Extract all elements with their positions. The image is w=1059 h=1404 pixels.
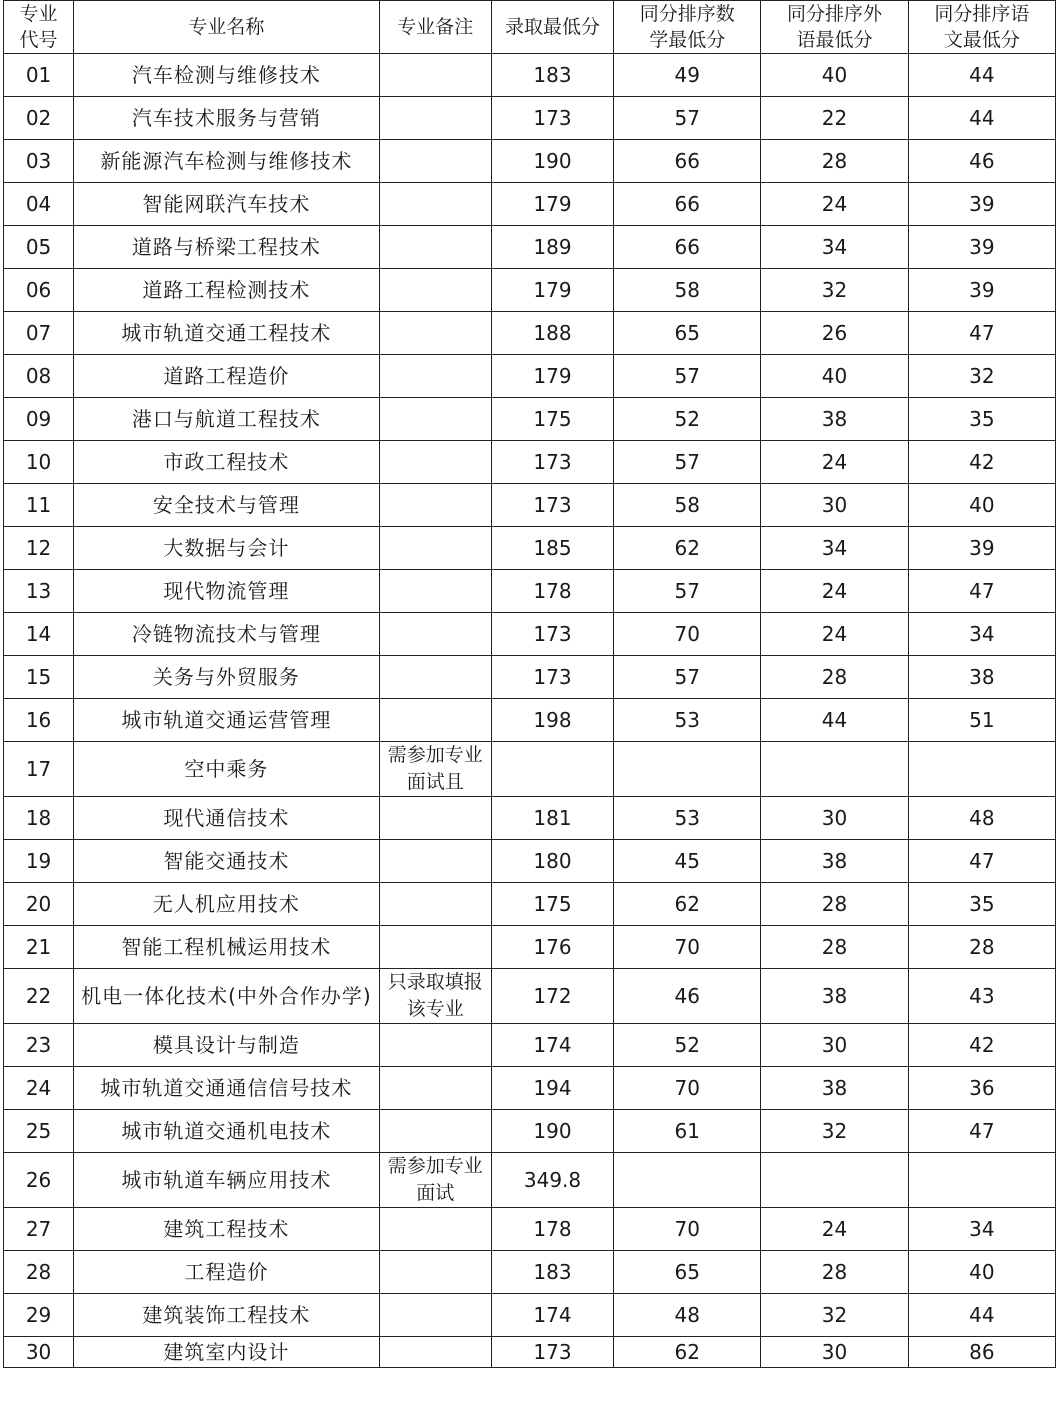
min-score-cell: 190	[491, 140, 613, 183]
note-cell	[379, 484, 491, 527]
min-score-cell: 173	[491, 484, 613, 527]
note-cell	[379, 527, 491, 570]
chinese-min-cell: 44	[908, 97, 1055, 140]
math-min-cell: 58	[614, 269, 761, 312]
min-score-cell: 198	[491, 699, 613, 742]
note-cell	[379, 226, 491, 269]
note-cell	[379, 656, 491, 699]
min-score-cell: 175	[491, 883, 613, 926]
chinese-min-cell: 46	[908, 140, 1055, 183]
note-cell	[379, 97, 491, 140]
chinese-min-cell: 39	[908, 527, 1055, 570]
table-row	[4, 355, 1056, 398]
major-name-cell: 汽车检测与维修技术	[74, 54, 380, 97]
math-min-cell	[614, 742, 761, 797]
note-cell	[379, 883, 491, 926]
english-min-cell: 26	[761, 312, 908, 355]
major-name-cell: 城市轨道交通工程技术	[74, 312, 380, 355]
code-cell: 20	[4, 883, 74, 926]
table-row	[4, 840, 1056, 883]
math-min-cell: 52	[614, 398, 761, 441]
code-cell: 22	[4, 969, 74, 1024]
min-score-cell: 183	[491, 1251, 613, 1294]
english-min-cell	[761, 742, 908, 797]
header-chinese-min: 同分排序语 文最低分	[908, 1, 1055, 54]
note-cell	[379, 441, 491, 484]
chinese-min-cell: 44	[908, 54, 1055, 97]
chinese-min-cell: 36	[908, 1067, 1055, 1110]
chinese-min-cell: 39	[908, 183, 1055, 226]
min-score-cell: 189	[491, 226, 613, 269]
table-row	[4, 226, 1056, 269]
table-row	[4, 484, 1056, 527]
min-score-cell: 173	[491, 97, 613, 140]
chinese-min-cell: 32	[908, 355, 1055, 398]
min-score-cell: 178	[491, 1208, 613, 1251]
chinese-min-cell: 48	[908, 797, 1055, 840]
code-cell: 02	[4, 97, 74, 140]
table-row	[4, 1208, 1056, 1251]
english-min-cell: 28	[761, 883, 908, 926]
header-note: 专业备注	[379, 1, 491, 54]
table-row	[4, 527, 1056, 570]
code-cell: 14	[4, 613, 74, 656]
math-min-cell: 70	[614, 1208, 761, 1251]
chinese-min-cell: 47	[908, 312, 1055, 355]
major-name-cell: 道路工程造价	[74, 355, 380, 398]
english-min-cell: 30	[761, 484, 908, 527]
code-cell: 25	[4, 1110, 74, 1153]
code-cell: 08	[4, 355, 74, 398]
code-cell: 12	[4, 527, 74, 570]
header-english-min: 同分排序外 语最低分	[761, 1, 908, 54]
code-cell: 27	[4, 1208, 74, 1251]
code-cell: 29	[4, 1294, 74, 1337]
major-name-cell: 建筑室内设计	[74, 1337, 380, 1368]
note-cell	[379, 54, 491, 97]
note-cell	[379, 699, 491, 742]
major-name-cell: 城市轨道交通通信信号技术	[74, 1067, 380, 1110]
english-min-cell: 30	[761, 797, 908, 840]
chinese-min-cell: 42	[908, 441, 1055, 484]
min-score-cell	[491, 742, 613, 797]
math-min-cell: 57	[614, 656, 761, 699]
chinese-min-cell: 51	[908, 699, 1055, 742]
code-cell: 04	[4, 183, 74, 226]
code-cell: 21	[4, 926, 74, 969]
math-min-cell: 53	[614, 797, 761, 840]
code-cell: 03	[4, 140, 74, 183]
code-cell: 01	[4, 54, 74, 97]
table-row	[4, 441, 1056, 484]
english-min-cell: 40	[761, 355, 908, 398]
math-min-cell: 62	[614, 1337, 761, 1368]
min-score-cell: 175	[491, 398, 613, 441]
math-min-cell: 66	[614, 183, 761, 226]
code-cell: 30	[4, 1337, 74, 1368]
code-cell: 24	[4, 1067, 74, 1110]
chinese-min-cell: 39	[908, 269, 1055, 312]
major-name-cell: 现代物流管理	[74, 570, 380, 613]
code-cell: 05	[4, 226, 74, 269]
code-cell: 09	[4, 398, 74, 441]
table-row	[4, 969, 1056, 1024]
table-row	[4, 883, 1056, 926]
english-min-cell	[761, 1153, 908, 1208]
table-row	[4, 742, 1056, 797]
english-min-cell: 30	[761, 1024, 908, 1067]
math-min-cell: 57	[614, 441, 761, 484]
english-min-cell: 32	[761, 1294, 908, 1337]
major-name-cell: 安全技术与管理	[74, 484, 380, 527]
chinese-min-cell: 40	[908, 484, 1055, 527]
min-score-cell: 173	[491, 656, 613, 699]
major-name-cell: 现代通信技术	[74, 797, 380, 840]
code-cell: 23	[4, 1024, 74, 1067]
math-min-cell: 57	[614, 355, 761, 398]
major-name-cell: 新能源汽车检测与维修技术	[74, 140, 380, 183]
chinese-min-cell: 47	[908, 1110, 1055, 1153]
note-cell	[379, 1110, 491, 1153]
table-row	[4, 699, 1056, 742]
math-min-cell: 70	[614, 613, 761, 656]
note-cell	[379, 1294, 491, 1337]
table-row	[4, 926, 1056, 969]
code-cell: 28	[4, 1251, 74, 1294]
min-score-cell: 181	[491, 797, 613, 840]
note-cell	[379, 183, 491, 226]
note-cell	[379, 269, 491, 312]
english-min-cell: 24	[761, 613, 908, 656]
min-score-cell: 174	[491, 1294, 613, 1337]
table-row	[4, 312, 1056, 355]
code-cell: 10	[4, 441, 74, 484]
min-score-cell: 179	[491, 355, 613, 398]
english-min-cell: 34	[761, 527, 908, 570]
note-cell	[379, 570, 491, 613]
major-name-cell: 空中乘务	[74, 742, 380, 797]
chinese-min-cell: 28	[908, 926, 1055, 969]
math-min-cell: 66	[614, 226, 761, 269]
chinese-min-cell: 44	[908, 1294, 1055, 1337]
table-row	[4, 183, 1056, 226]
major-name-cell: 无人机应用技术	[74, 883, 380, 926]
note-cell	[379, 1067, 491, 1110]
major-name-cell: 关务与外贸服务	[74, 656, 380, 699]
english-min-cell: 30	[761, 1337, 908, 1368]
min-score-cell: 174	[491, 1024, 613, 1067]
chinese-min-cell: 35	[908, 398, 1055, 441]
table-row	[4, 613, 1056, 656]
major-name-cell: 模具设计与制造	[74, 1024, 380, 1067]
english-min-cell: 28	[761, 926, 908, 969]
min-score-cell: 180	[491, 840, 613, 883]
math-min-cell: 52	[614, 1024, 761, 1067]
header-name: 专业名称	[74, 1, 380, 54]
code-cell: 07	[4, 312, 74, 355]
min-score-cell: 178	[491, 570, 613, 613]
english-min-cell: 38	[761, 398, 908, 441]
min-score-cell: 172	[491, 969, 613, 1024]
chinese-min-cell: 34	[908, 613, 1055, 656]
math-min-cell: 61	[614, 1110, 761, 1153]
table-row	[4, 269, 1056, 312]
min-score-cell: 173	[491, 1337, 613, 1368]
min-score-cell: 194	[491, 1067, 613, 1110]
english-min-cell: 24	[761, 441, 908, 484]
code-cell: 11	[4, 484, 74, 527]
table-row	[4, 570, 1056, 613]
note-cell	[379, 840, 491, 883]
table-row	[4, 1067, 1056, 1110]
chinese-min-cell: 34	[908, 1208, 1055, 1251]
table-row	[4, 1251, 1056, 1294]
major-name-cell: 智能交通技术	[74, 840, 380, 883]
header-math-min: 同分排序数 学最低分	[614, 1, 761, 54]
chinese-min-cell: 47	[908, 570, 1055, 613]
table-row	[4, 656, 1056, 699]
note-cell	[379, 1251, 491, 1294]
code-cell: 17	[4, 742, 74, 797]
math-min-cell: 70	[614, 926, 761, 969]
note-cell	[379, 140, 491, 183]
note-cell	[379, 398, 491, 441]
chinese-min-cell	[908, 742, 1055, 797]
table-row	[4, 797, 1056, 840]
major-name-cell: 建筑工程技术	[74, 1208, 380, 1251]
english-min-cell: 32	[761, 1110, 908, 1153]
math-min-cell: 62	[614, 527, 761, 570]
major-name-cell: 智能工程机械运用技术	[74, 926, 380, 969]
math-min-cell: 65	[614, 1251, 761, 1294]
english-min-cell: 24	[761, 570, 908, 613]
math-min-cell: 70	[614, 1067, 761, 1110]
major-name-cell: 汽车技术服务与营销	[74, 97, 380, 140]
major-name-cell: 港口与航道工程技术	[74, 398, 380, 441]
math-min-cell: 65	[614, 312, 761, 355]
min-score-cell: 179	[491, 269, 613, 312]
table-row	[4, 1110, 1056, 1153]
chinese-min-cell: 47	[908, 840, 1055, 883]
english-min-cell: 44	[761, 699, 908, 742]
math-min-cell: 62	[614, 883, 761, 926]
table-row	[4, 97, 1056, 140]
note-cell	[379, 797, 491, 840]
admission-scores-table	[3, 0, 1056, 1368]
table-row	[4, 1294, 1056, 1337]
chinese-min-cell: 42	[908, 1024, 1055, 1067]
major-name-cell: 城市轨道交通机电技术	[74, 1110, 380, 1153]
min-score-cell: 176	[491, 926, 613, 969]
major-name-cell: 机电一体化技术(中外合作办学)	[74, 969, 380, 1024]
note-cell	[379, 1024, 491, 1067]
chinese-min-cell: 35	[908, 883, 1055, 926]
min-score-cell: 183	[491, 54, 613, 97]
math-min-cell: 46	[614, 969, 761, 1024]
note-cell	[379, 1208, 491, 1251]
note-cell	[379, 613, 491, 656]
major-name-cell: 冷链物流技术与管理	[74, 613, 380, 656]
chinese-min-cell: 43	[908, 969, 1055, 1024]
major-name-cell: 城市轨道车辆应用技术	[74, 1153, 380, 1208]
note-cell: 只录取填报该专业	[379, 969, 491, 1024]
major-name-cell: 道路与桥梁工程技术	[74, 226, 380, 269]
chinese-min-cell: 40	[908, 1251, 1055, 1294]
chinese-min-cell: 39	[908, 226, 1055, 269]
table-row	[4, 54, 1056, 97]
header-min-score: 录取最低分	[491, 1, 613, 54]
english-min-cell: 38	[761, 1067, 908, 1110]
note-cell	[379, 1337, 491, 1368]
min-score-cell: 185	[491, 527, 613, 570]
code-cell: 19	[4, 840, 74, 883]
table-row	[4, 1337, 1056, 1368]
min-score-cell: 179	[491, 183, 613, 226]
chinese-min-cell	[908, 1153, 1055, 1208]
major-name-cell: 智能网联汽车技术	[74, 183, 380, 226]
table-row	[4, 140, 1056, 183]
table-row	[4, 1153, 1056, 1208]
min-score-cell: 173	[491, 441, 613, 484]
note-cell	[379, 312, 491, 355]
english-min-cell: 34	[761, 226, 908, 269]
major-name-cell: 城市轨道交通运营管理	[74, 699, 380, 742]
english-min-cell: 38	[761, 840, 908, 883]
min-score-cell: 188	[491, 312, 613, 355]
major-name-cell: 市政工程技术	[74, 441, 380, 484]
header-row	[4, 1, 1056, 54]
chinese-min-cell: 86	[908, 1337, 1055, 1368]
math-min-cell: 57	[614, 97, 761, 140]
major-name-cell: 建筑装饰工程技术	[74, 1294, 380, 1337]
code-cell: 06	[4, 269, 74, 312]
code-cell: 16	[4, 699, 74, 742]
code-cell: 26	[4, 1153, 74, 1208]
english-min-cell: 22	[761, 97, 908, 140]
english-min-cell: 28	[761, 1251, 908, 1294]
major-name-cell: 工程造价	[74, 1251, 380, 1294]
min-score-cell: 173	[491, 613, 613, 656]
english-min-cell: 28	[761, 140, 908, 183]
math-min-cell: 53	[614, 699, 761, 742]
math-min-cell: 49	[614, 54, 761, 97]
code-cell: 18	[4, 797, 74, 840]
math-min-cell: 58	[614, 484, 761, 527]
math-min-cell	[614, 1153, 761, 1208]
english-min-cell: 28	[761, 656, 908, 699]
note-cell: 需参加专业面试且	[379, 742, 491, 797]
min-score-cell: 190	[491, 1110, 613, 1153]
math-min-cell: 48	[614, 1294, 761, 1337]
math-min-cell: 66	[614, 140, 761, 183]
math-min-cell: 45	[614, 840, 761, 883]
code-cell: 13	[4, 570, 74, 613]
min-score-cell: 349.8	[491, 1153, 613, 1208]
table-row	[4, 1024, 1056, 1067]
major-name-cell: 道路工程检测技术	[74, 269, 380, 312]
header-code: 专业 代号	[4, 1, 74, 54]
math-min-cell: 57	[614, 570, 761, 613]
english-min-cell: 40	[761, 54, 908, 97]
major-name-cell: 大数据与会计	[74, 527, 380, 570]
note-cell	[379, 355, 491, 398]
code-cell: 15	[4, 656, 74, 699]
note-cell	[379, 926, 491, 969]
table-body	[4, 54, 1056, 1368]
note-cell: 需参加专业面试	[379, 1153, 491, 1208]
english-min-cell: 38	[761, 969, 908, 1024]
english-min-cell: 32	[761, 269, 908, 312]
table-row	[4, 398, 1056, 441]
chinese-min-cell: 38	[908, 656, 1055, 699]
english-min-cell: 24	[761, 1208, 908, 1251]
english-min-cell: 24	[761, 183, 908, 226]
